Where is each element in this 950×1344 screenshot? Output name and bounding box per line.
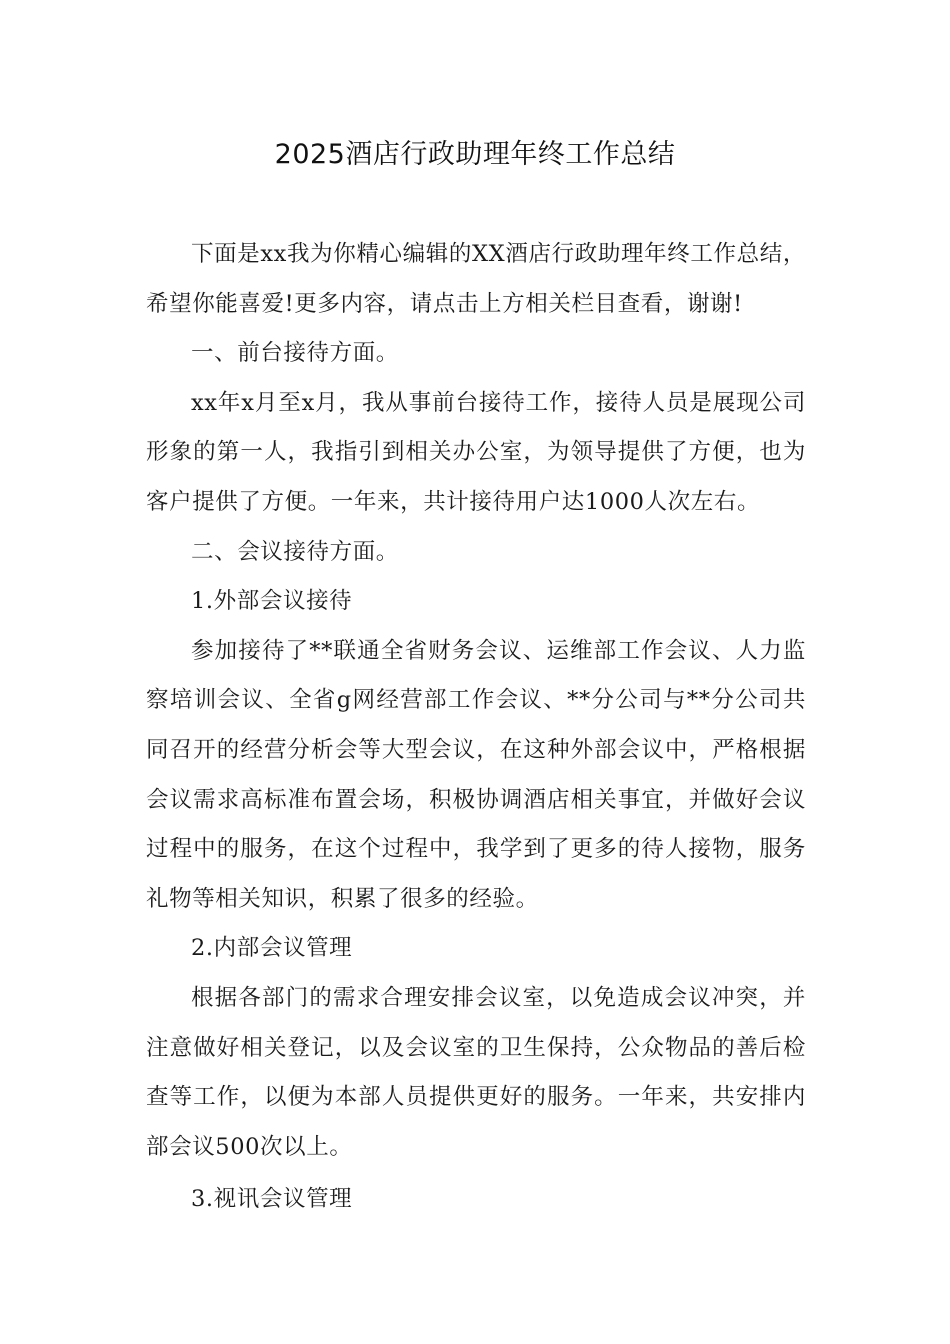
external-meetings-paragraph: 参加接待了**联通全省财务会议、运维部工作会议、人力监察培训会议、全省g网经营部工作会议、**分公司与**分公司共同召开的经营分析会等大型会议，在这种外部会议中，严格根据会议需求高标准布置会场，积极协调酒店相关事宜，并做好会议过程中的服务，在这个过程中，我学到了更多的待人接物，服务礼物等相关知识，积累了很多的经验。 — [146, 637, 806, 912]
subheading-video-meetings: 3.视讯会议管理 — [191, 1186, 353, 1213]
subheading-external-meetings: 1.外部会议接待 — [191, 588, 353, 615]
section-heading-front-desk: 一、前台接待方面。 — [191, 340, 399, 367]
subheading-internal-meetings: 2.内部会议管理 — [191, 935, 353, 962]
document-body — [146, 230, 806, 1225]
intro-paragraph: 下面是xx我为你精心编辑的XX酒店行政助理年终工作总结，希望你能喜爱!更多内容，请点击上方相关栏目查看，谢谢! — [146, 241, 806, 317]
front-desk-paragraph: xx年x月至x月，我从事前台接待工作，接待人员是展现公司形象的第一人，我指引到相关办公室，为领导提供了方便，也为客户提供了方便。一年来，共计接待用户达1000人次左右。 — [146, 389, 806, 515]
internal-meetings-paragraph: 根据各部门的需求合理安排会议室，以免造成会议冲突，并注意做好相关登记，以及会议室的卫生保持，公众物品的善后检查等工作，以便为本部人员提供更好的服务。一年来，共安排内部会议500次以上。 — [146, 984, 806, 1160]
document-title: 2025酒店行政助理年终工作总结 — [274, 139, 676, 170]
section-heading-meetings: 二、会议接待方面。 — [191, 538, 399, 565]
